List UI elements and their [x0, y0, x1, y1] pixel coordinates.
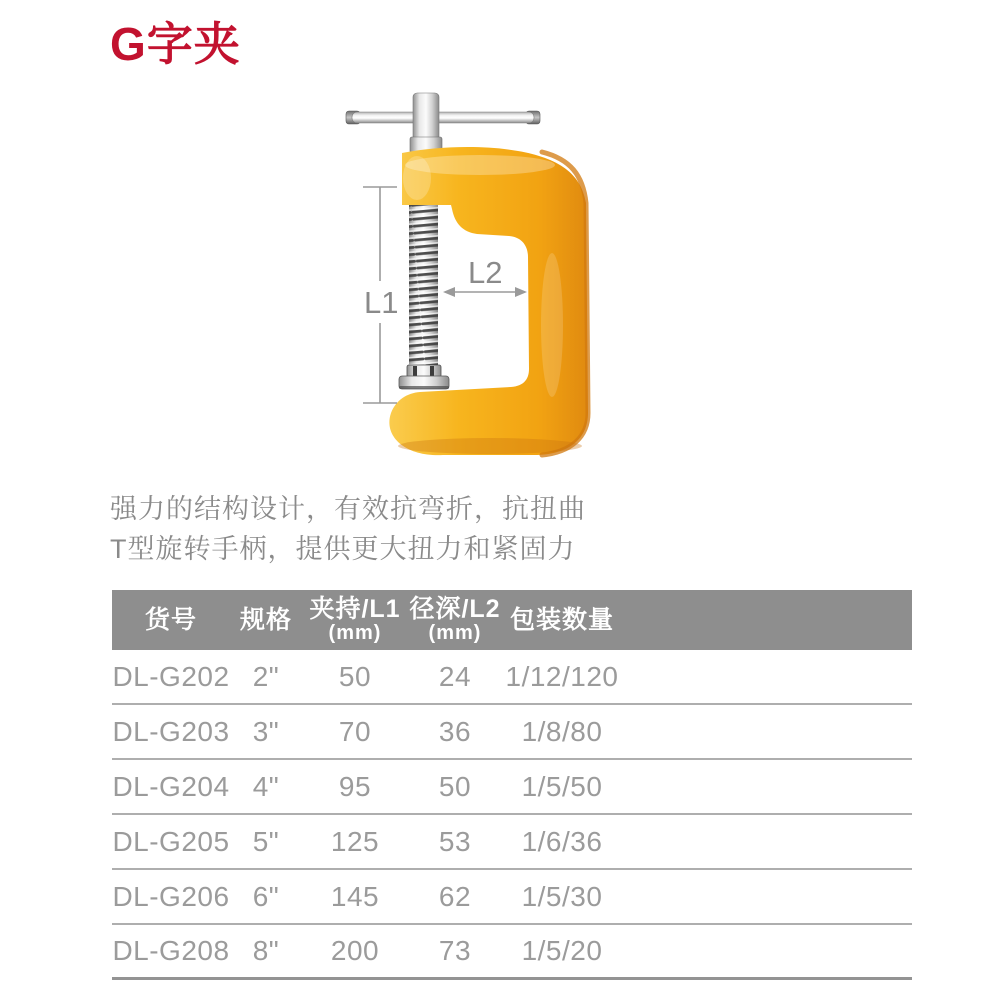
page-title: G字夹 — [110, 18, 241, 70]
header-filler — [622, 590, 912, 650]
cell-item-no: DL-G206 — [112, 880, 230, 912]
cell-spec: 4" — [252, 770, 280, 802]
g-clamp-illustration — [280, 85, 680, 485]
table-header-row — [112, 590, 912, 650]
cell-l2: 50 — [438, 770, 472, 802]
cell-l2: 62 — [438, 880, 472, 912]
cell-pack-qty: 1/12/120 — [505, 660, 619, 692]
cell-spec: 3" — [252, 715, 280, 747]
cell-l1: 145 — [330, 880, 380, 912]
table-row — [112, 925, 912, 980]
cell-l1: 95 — [338, 770, 372, 802]
cell-spec: 2" — [252, 660, 280, 692]
clamp-screw — [409, 197, 438, 373]
cell-item-no: DL-G202 — [112, 660, 230, 692]
cell-spec: 8" — [252, 935, 280, 966]
header-l2: 径深/L2 (mm) — [409, 594, 501, 645]
cell-item-no: DL-G205 — [112, 825, 230, 857]
header-l1: 夹持/L1 (mm) — [309, 594, 401, 645]
cell-l2: 73 — [438, 935, 472, 966]
cell-l2: 24 — [438, 660, 472, 692]
table-row — [112, 650, 912, 705]
l1-label: L1 — [364, 285, 399, 320]
cell-pack-qty: 1/5/50 — [521, 770, 603, 802]
cell-l2: 36 — [438, 715, 472, 747]
table-row — [112, 705, 912, 760]
cell-l1: 200 — [330, 935, 380, 966]
cell-pack-qty: 1/8/80 — [521, 715, 603, 747]
table-row — [112, 760, 912, 815]
table-row — [112, 870, 912, 925]
header-item-no: 货号 — [144, 605, 197, 634]
cell-pack-qty: 1/5/20 — [521, 935, 603, 966]
l2-label: L2 — [468, 255, 503, 290]
swivel-foot — [399, 365, 449, 389]
cell-l2: 53 — [438, 825, 472, 857]
table-row — [112, 815, 912, 870]
spec-table — [112, 590, 912, 980]
cell-spec: 6" — [252, 880, 280, 912]
cell-item-no: DL-G204 — [112, 770, 230, 802]
cell-spec: 5" — [252, 825, 280, 857]
cell-l1: 125 — [330, 825, 380, 857]
cell-item-no: DL-G203 — [112, 715, 230, 747]
cell-l1: 50 — [338, 660, 372, 692]
description-line-1: 强力的结构设计，有效抗弯折，抗扭曲 — [110, 494, 586, 524]
description-line-2: T型旋转手柄，提供更大扭力和紧固力 — [110, 534, 576, 564]
header-pack-qty: 包装数量 — [509, 605, 614, 634]
cell-pack-qty: 1/5/30 — [521, 880, 603, 912]
t-handle — [346, 93, 540, 155]
cell-l1: 70 — [338, 715, 372, 747]
product-image — [280, 85, 680, 485]
cell-item-no: DL-G208 — [112, 935, 230, 966]
header-spec: 规格 — [239, 605, 292, 634]
product-description — [110, 489, 586, 569]
cell-pack-qty: 1/6/36 — [521, 825, 603, 857]
